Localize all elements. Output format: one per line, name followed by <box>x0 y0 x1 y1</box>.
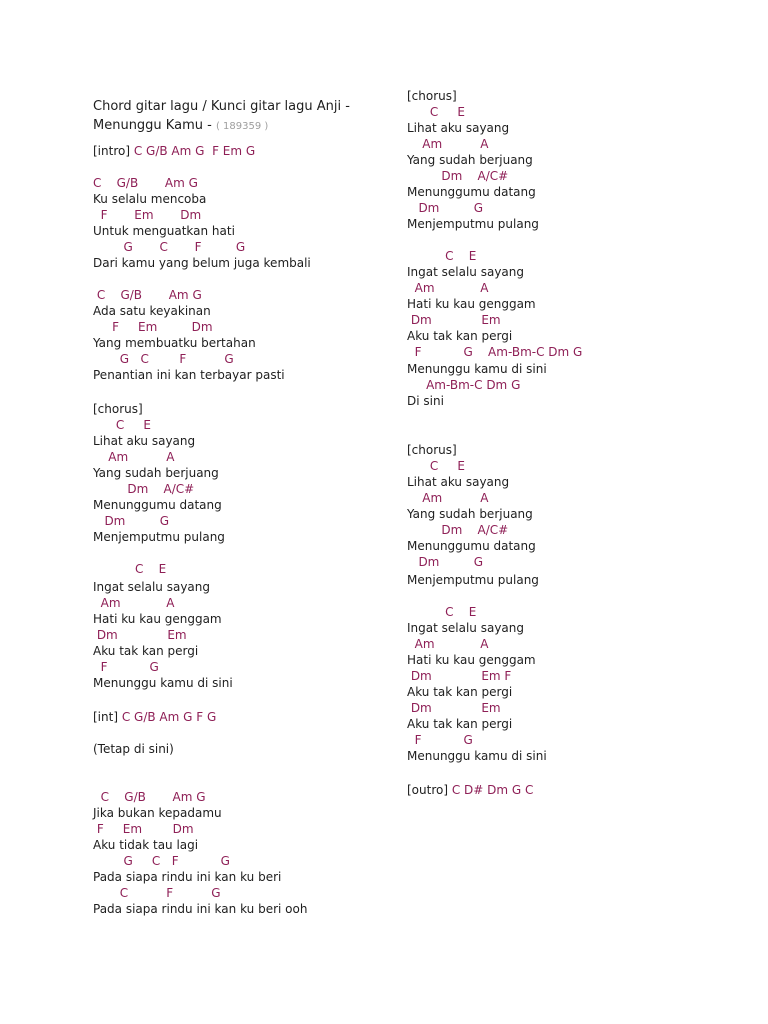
lyric-line: Aku tidak tau lagi <box>93 838 199 852</box>
chord-progression: C D# Dm G C <box>451 783 534 797</box>
lyric-line: Menunggu kamu di sini <box>407 362 547 376</box>
chord-line: Dm Em F <box>407 669 512 683</box>
lyric-line: Aku tak kan pergi <box>407 329 513 343</box>
lyric-line: Menunggu kamu di sini <box>93 676 233 690</box>
right-section-label <box>407 783 533 797</box>
lyric-line: Jika bukan kepadamu <box>93 806 222 820</box>
chord-line: Dm G <box>407 201 484 215</box>
lyric-line: Yang sudah berjuang <box>93 466 219 480</box>
left-section-label <box>93 710 216 724</box>
lyric-line: Hati ku kau genggam <box>407 297 536 311</box>
lyric-line: Yang sudah berjuang <box>407 507 533 521</box>
chord-line: Dm Em <box>407 701 501 715</box>
lyric-line: Ku selalu mencoba <box>93 192 207 206</box>
chord-line: G C F G <box>93 240 246 254</box>
lyric-line: Pada siapa rindu ini kan ku beri ooh <box>93 902 308 916</box>
chord-line: C G/B Am G <box>93 176 198 190</box>
lyric-line: Lihat aku sayang <box>93 434 196 448</box>
lyric-line: Hati ku kau genggam <box>93 612 222 626</box>
lyric-line: Hati ku kau genggam <box>407 653 536 667</box>
lyric-line: Menjemputmu pulang <box>407 217 539 231</box>
lyric-line: Aku tak kan pergi <box>407 685 513 699</box>
lyric-line: Menunggumu datang <box>407 185 536 199</box>
chord-line: F G Am-Bm-C Dm G <box>407 345 583 359</box>
section-label: [int] <box>93 710 122 724</box>
chord-line: C E <box>407 249 477 263</box>
section-label: [intro] <box>93 144 134 158</box>
chord-line: C E <box>93 418 151 432</box>
title-text: Chord gitar lagu / Kunci gitar lagu Anji - Menunggu Kamu - <box>93 99 350 133</box>
section-label: [outro] <box>407 783 452 797</box>
lyric-line: Aku tak kan pergi <box>407 717 513 731</box>
chord-line: Am A <box>407 637 489 651</box>
chord-line: C G/B Am G <box>93 790 206 804</box>
lyric-line: Untuk menguatkan hati <box>93 224 235 238</box>
chord-line: Am-Bm-C Dm G <box>407 378 521 392</box>
lyric-line: Ingat selalu sayang <box>407 621 524 635</box>
lyric-line: Menunggu kamu di sini <box>407 749 547 763</box>
lyric-line: Yang sudah berjuang <box>407 153 533 167</box>
chord-line: Dm G <box>93 514 170 528</box>
chord-line: Am A <box>407 137 489 151</box>
lyric-line: Yang membuatku bertahan <box>93 336 256 350</box>
chord-line: Dm A/C# <box>407 169 509 183</box>
lyric-line: Aku tak kan pergi <box>93 644 199 658</box>
lyric-line: Ingat selalu sayang <box>407 265 524 279</box>
lyric-line: Ada satu keyakinan <box>93 304 211 318</box>
lyric-line: [chorus] <box>93 402 143 416</box>
chord-line: C E <box>93 562 167 576</box>
chord-progression: C G/B Am G F G <box>121 710 217 724</box>
lyric-line: Pada siapa rindu ini kan ku beri <box>93 870 282 884</box>
lyric-line: Dari kamu yang belum juga kembali <box>93 256 311 270</box>
lyric-line: Lihat aku sayang <box>407 121 510 135</box>
chord-line: Dm A/C# <box>407 523 509 537</box>
lyric-line: Menunggumu datang <box>407 539 536 553</box>
chord-progression: C G/B Am G F Em G <box>133 144 256 158</box>
chord-line: C E <box>407 605 477 619</box>
page-title <box>93 97 358 136</box>
chord-line: Am A <box>407 491 489 505</box>
lyric-line: Ingat selalu sayang <box>93 580 210 594</box>
chord-line: C E <box>407 459 465 473</box>
lyric-line: Menjemputmu pulang <box>93 530 225 544</box>
chord-line: F Em Dm <box>93 320 213 334</box>
chord-line: Dm G <box>407 555 484 569</box>
chord-line: Dm A/C# <box>93 482 195 496</box>
chord-line: Am A <box>407 281 489 295</box>
left-section-label <box>93 144 255 158</box>
lyric-line: Menjemputmu pulang <box>407 573 539 587</box>
chord-line: Dm Em <box>407 313 501 327</box>
document-id: ( 189359 ) <box>215 121 269 132</box>
chord-line: Am A <box>93 450 175 464</box>
chord-line: C G/B Am G <box>93 288 202 302</box>
lyric-line: [chorus] <box>407 89 457 103</box>
lyric-line: Menunggumu datang <box>93 498 222 512</box>
lyric-line: Di sini <box>407 394 444 408</box>
chord-line: G C F G <box>93 352 234 366</box>
chord-line: C E <box>407 105 465 119</box>
lyric-line: Penantian ini kan terbayar pasti <box>93 368 285 382</box>
chord-line: Dm Em <box>93 628 187 642</box>
chord-line: Am A <box>93 596 175 610</box>
chord-line: F G <box>407 733 473 747</box>
chord-line: C F G <box>93 886 221 900</box>
chord-line: F G <box>93 660 159 674</box>
lyric-line: Lihat aku sayang <box>407 475 510 489</box>
lyric-line: [chorus] <box>407 443 457 457</box>
chord-line: F Em Dm <box>93 208 202 222</box>
chord-line: G C F G <box>93 854 230 868</box>
lyric-line: (Tetap di sini) <box>93 742 174 756</box>
chord-line: F Em Dm <box>93 822 194 836</box>
